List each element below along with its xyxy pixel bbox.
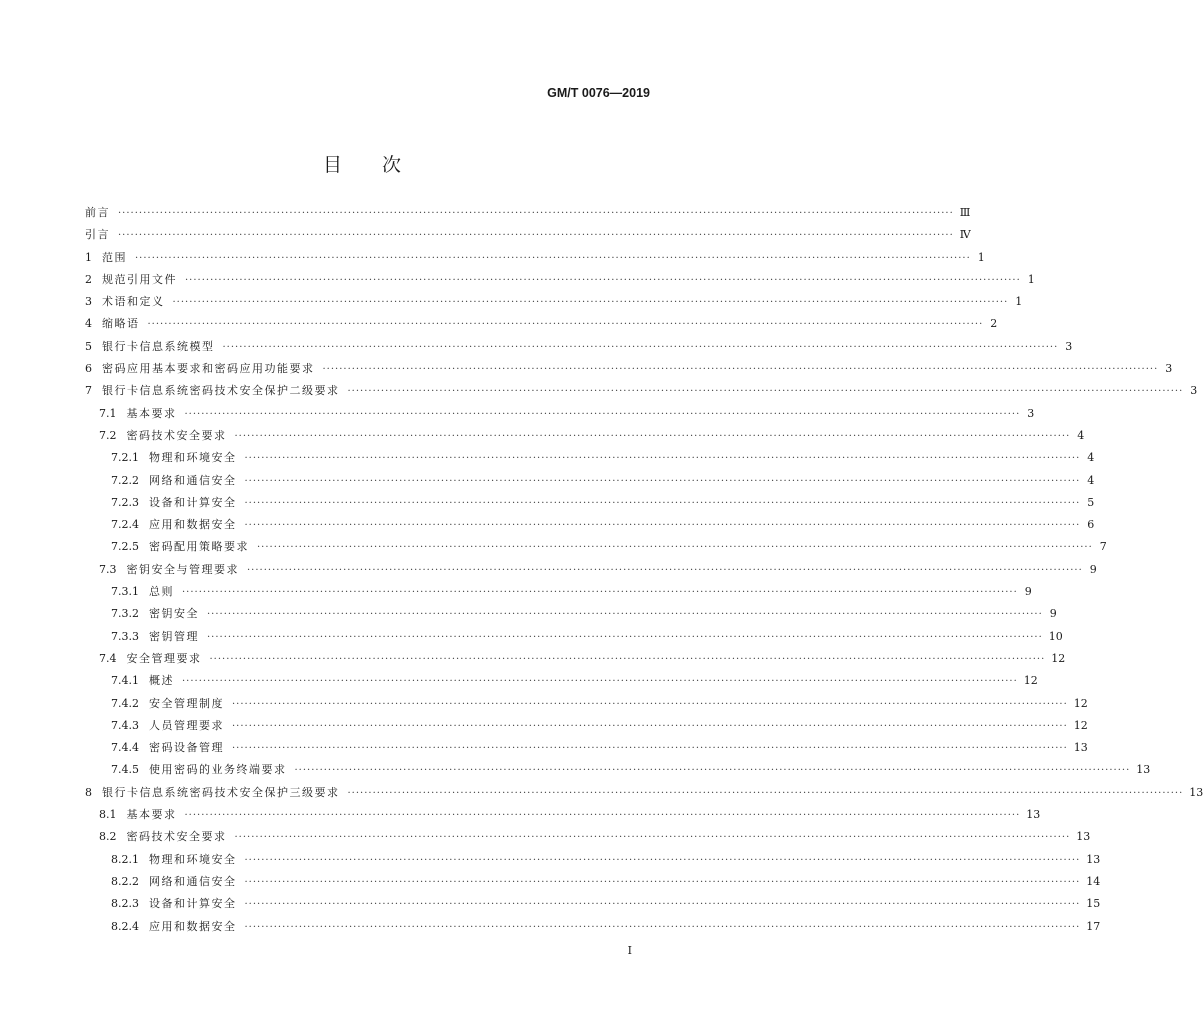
toc-entry[interactable] — [85, 559, 1097, 581]
toc-entry-title: 应用和数据安全 — [149, 518, 237, 532]
toc-entry-title: 密码配用策略要求 — [149, 540, 249, 554]
toc-entry-page: 6 — [1087, 518, 1095, 532]
toc-entry-number: 8.2.3 — [111, 897, 139, 911]
page-number: I — [627, 944, 632, 957]
toc-entry[interactable] — [85, 871, 1101, 893]
toc-entry[interactable] — [85, 737, 1088, 759]
toc-entry-title: 概述 — [149, 674, 174, 688]
dot-leader: ········································································································································································································ — [347, 386, 1184, 398]
toc-entry-number: 3 — [85, 295, 92, 309]
toc-entry-page: 12 — [1073, 718, 1088, 732]
dot-leader: ········································································································································································································ — [234, 430, 1071, 442]
toc-entry-number: 5 — [85, 339, 92, 353]
dot-leader: ········································································································································································································ — [185, 274, 1021, 286]
dot-leader: ········································································································································································································ — [222, 341, 1059, 353]
toc-entry-page: 12 — [1051, 651, 1066, 665]
toc-entry-page: 3 — [1190, 384, 1198, 398]
toc-entry[interactable] — [85, 492, 1095, 514]
dot-leader: ········································································································································································································ — [257, 542, 1093, 554]
dot-leader: ········································································································································································································ — [182, 587, 1018, 599]
dot-leader: ········································································································································································································ — [322, 364, 1159, 376]
toc-entry-title: 前言 — [85, 206, 110, 219]
toc-entry-page: 15 — [1086, 897, 1101, 911]
toc-entry-page: 13 — [1189, 785, 1203, 799]
dot-leader: ········································································································································································································ — [147, 319, 984, 331]
toc-entry-title: 范围 — [102, 250, 127, 264]
toc-entry-title: 密码技术安全要求 — [126, 830, 227, 844]
toc-entry-number: 7.3.1 — [111, 585, 139, 599]
toc-entry-page: Ⅳ — [959, 228, 971, 242]
toc-entry-title: 网络和通信安全 — [149, 473, 237, 487]
toc-entry-title: 银行卡信息系统模型 — [102, 339, 215, 353]
dot-leader: ········································································································································································································ — [207, 631, 1043, 643]
toc-entry-number: 7.4.5 — [111, 763, 139, 777]
toc-entry-page: 1 — [977, 250, 985, 264]
toc-entry-number: 7.3.3 — [111, 629, 139, 643]
toc-entry-page: Ⅲ — [959, 206, 971, 219]
toc-entry[interactable] — [85, 804, 1041, 826]
toc-entry-title: 应用和数据安全 — [149, 919, 237, 933]
toc-entry-page: 4 — [1087, 451, 1095, 465]
toc-entry[interactable] — [85, 269, 1035, 291]
toc-entry-title: 物理和环境安全 — [149, 852, 237, 866]
dot-leader: ········································································································································································································ — [172, 297, 1009, 309]
toc-entry-page: 10 — [1048, 629, 1063, 643]
toc-entry-number: 1 — [85, 250, 92, 264]
toc-entry-title: 密码应用基本要求和密码应用功能要求 — [102, 362, 315, 376]
dot-leader: ········································································································································································································ — [244, 921, 1081, 933]
dot-leader: ········································································································································································································ — [184, 408, 1021, 420]
toc-entry[interactable] — [85, 470, 1095, 492]
toc-entry[interactable] — [85, 581, 1032, 603]
dot-leader: ········································································································································································································ — [244, 453, 1081, 465]
toc-title: 目次 — [322, 154, 441, 176]
dot-leader: ········································································································································································································ — [232, 720, 1068, 732]
toc-entry-number: 7.2.4 — [111, 518, 139, 532]
toc-entry-title: 安全管理要求 — [126, 651, 202, 665]
dot-leader: ········································································································································································································ — [347, 787, 1184, 799]
toc-entry-number: 7.3 — [99, 562, 117, 576]
toc-entry-number: 6 — [85, 362, 92, 376]
dot-leader: ········································································································································································································ — [135, 252, 971, 264]
toc-entry[interactable] — [85, 782, 1203, 804]
toc-entry-title: 银行卡信息系统密码技术安全保护三级要求 — [102, 785, 340, 799]
toc-entry-page: 13 — [1026, 808, 1041, 822]
toc-entry-page: 17 — [1086, 919, 1101, 933]
toc-entry-page: 14 — [1086, 874, 1101, 888]
toc-entry-title: 物理和环境安全 — [149, 451, 237, 465]
toc-entry[interactable] — [85, 648, 1066, 670]
toc-entry-number: 8.2.1 — [111, 852, 139, 866]
toc-entry[interactable] — [85, 403, 1035, 425]
toc-entry-page: 3 — [1027, 406, 1035, 420]
toc-entry-number: 8.1 — [99, 808, 117, 822]
toc-entry[interactable] — [85, 849, 1101, 871]
toc-entry-title: 设备和计算安全 — [149, 495, 237, 509]
toc-entry-number: 7 — [85, 384, 92, 398]
toc-entry[interactable] — [85, 893, 1101, 915]
toc-entry-title: 密钥管理 — [149, 629, 199, 643]
dot-leader: ········································································································································································································ — [244, 497, 1081, 509]
toc-entry[interactable] — [85, 291, 1023, 313]
toc-entry-number: 8.2.2 — [111, 874, 139, 888]
toc-entry-page: 4 — [1087, 473, 1095, 487]
toc-entry[interactable] — [85, 247, 985, 269]
toc-entry-page: 1 — [1015, 295, 1023, 309]
toc-entry-title: 密码技术安全要求 — [126, 428, 227, 442]
dot-leader: ········································································································································································································ — [232, 743, 1068, 755]
toc-entry-title: 密码设备管理 — [149, 741, 224, 755]
toc-entry-title: 密钥安全与管理要求 — [126, 562, 239, 576]
toc-entry-page: 13 — [1076, 830, 1091, 844]
toc-entry-page: 12 — [1073, 696, 1088, 710]
toc-entry-number: 8.2 — [99, 830, 117, 844]
dot-leader: ········································································································································································································ — [207, 609, 1043, 621]
dot-leader: ········································································································································································································ — [244, 854, 1081, 866]
toc-entry[interactable] — [85, 514, 1095, 536]
dot-leader: ········································································································································································································ — [294, 765, 1131, 777]
toc-entry-title: 使用密码的业务终端要求 — [149, 763, 287, 777]
toc-entry-number: 8 — [85, 785, 92, 799]
toc-entry-page: 4 — [1077, 428, 1085, 442]
dot-leader: ········································································································································································································ — [247, 564, 1083, 576]
toc-entry-page: 7 — [1099, 540, 1107, 554]
dot-leader: ········································································································································································································ — [184, 810, 1021, 822]
toc-entry[interactable] — [85, 380, 1198, 402]
toc-entry-number: 7.4 — [99, 651, 117, 665]
toc-entry[interactable] — [85, 313, 998, 335]
toc-entry-number: 7.1 — [99, 406, 117, 420]
dot-leader: ········································································································································································································ — [182, 676, 1018, 688]
toc-entry-title: 基本要求 — [126, 406, 177, 420]
toc-entry-number: 7.4.2 — [111, 696, 139, 710]
standard-code: GM/T 0076—2019 — [547, 86, 650, 100]
dot-leader: ········································································································································································································ — [244, 475, 1081, 487]
toc-entry-number: 7.4.4 — [111, 741, 139, 755]
toc-entry-title: 总则 — [149, 585, 174, 599]
toc-entry[interactable] — [85, 715, 1088, 737]
toc-entry-title: 人员管理要求 — [149, 718, 224, 732]
toc-entry-number: 8.2.4 — [111, 919, 139, 933]
toc-entry-page: 2 — [990, 317, 998, 331]
dot-leader: ········································································································································································································ — [118, 230, 954, 242]
toc-entry-title: 缩略语 — [102, 317, 140, 331]
toc-entry[interactable] — [85, 447, 1095, 469]
toc-entry-number: 7.2.2 — [111, 473, 139, 487]
toc-entry-title: 设备和计算安全 — [149, 897, 237, 911]
toc-entry-number: 7.2.5 — [111, 540, 139, 554]
toc-entry-title: 密钥安全 — [149, 607, 199, 621]
toc-entry[interactable] — [85, 826, 1091, 848]
toc-entry[interactable] — [85, 670, 1038, 692]
toc-entry[interactable] — [85, 916, 1101, 938]
dot-leader: ········································································································································································································ — [244, 899, 1081, 911]
dot-leader: ········································································································································································································ — [234, 832, 1071, 844]
toc-entry-page: 9 — [1024, 585, 1032, 599]
toc-entry-title: 网络和通信安全 — [149, 874, 237, 888]
toc-entry-page: 13 — [1073, 741, 1088, 755]
dot-leader: ········································································································································································································ — [232, 698, 1068, 710]
toc-entry-page: 9 — [1089, 562, 1097, 576]
toc-entry-title: 基本要求 — [126, 808, 177, 822]
dot-leader: ········································································································································································································ — [209, 653, 1046, 665]
toc-entry-page: 3 — [1065, 339, 1073, 353]
toc-entry-page: 5 — [1087, 495, 1095, 509]
toc-entry[interactable] — [85, 336, 1073, 358]
toc-entry[interactable] — [85, 224, 971, 246]
toc-entry-number: 7.2.3 — [111, 495, 139, 509]
toc-entry-title: 安全管理制度 — [149, 696, 224, 710]
toc-entry-number: 7.4.1 — [111, 674, 139, 688]
toc-entry-number: 7.2.1 — [111, 451, 139, 465]
dot-leader: ········································································································································································································ — [244, 876, 1081, 888]
toc-entry-title: 银行卡信息系统密码技术安全保护二级要求 — [102, 384, 340, 398]
table-of-contents — [85, 202, 1203, 938]
toc-entry-page: 3 — [1165, 362, 1173, 376]
toc-entry-title: 引言 — [85, 228, 110, 242]
toc-entry-number: 4 — [85, 317, 92, 331]
toc-entry-title: 规范引用文件 — [102, 272, 177, 286]
toc-entry[interactable] — [85, 626, 1063, 648]
toc-entry-title: 术语和定义 — [102, 295, 165, 309]
toc-entry-number: 2 — [85, 272, 92, 286]
toc-entry-page: 9 — [1049, 607, 1057, 621]
toc-entry[interactable] — [85, 425, 1085, 447]
dot-leader: ········································································································································································································ — [118, 208, 954, 219]
toc-entry[interactable] — [85, 202, 971, 224]
dot-leader: ········································································································································································································ — [244, 520, 1081, 532]
toc-entry[interactable] — [85, 759, 1151, 781]
toc-entry-number: 7.4.3 — [111, 718, 139, 732]
toc-entry-page: 13 — [1086, 852, 1101, 866]
toc-entry[interactable] — [85, 536, 1107, 558]
toc-entry-number: 7.2 — [99, 428, 117, 442]
toc-entry-page: 1 — [1027, 272, 1035, 286]
toc-entry-number: 7.3.2 — [111, 607, 139, 621]
toc-entry[interactable] — [85, 358, 1173, 380]
toc-entry-page: 13 — [1136, 763, 1151, 777]
toc-entry[interactable] — [85, 603, 1057, 625]
toc-entry[interactable] — [85, 693, 1088, 715]
toc-entry-page: 12 — [1023, 674, 1038, 688]
